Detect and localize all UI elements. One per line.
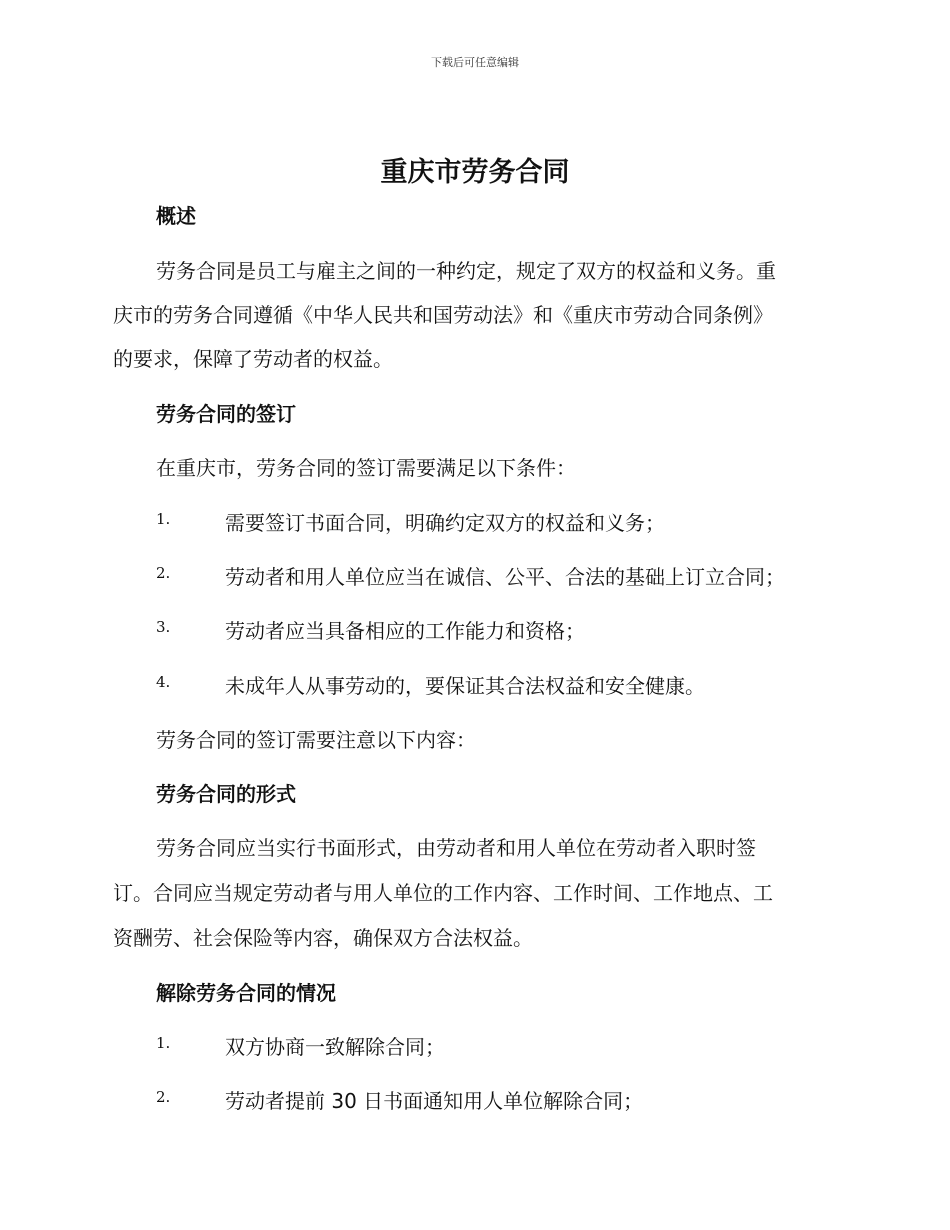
section-heading-signing: 劳务合同的签订 (156, 402, 296, 426)
page-header-note: 下载后可任意编辑 (431, 56, 519, 69)
overview-paragraph-line-2: 庆市的劳务合同遵循《中华人民共和国劳动法》和《重庆市劳动合同条例》 (113, 303, 773, 327)
signing-item-number: 3. (156, 618, 171, 636)
section-heading-overview: 概述 (156, 204, 196, 228)
termination-item-text: 双方协商一致解除合同； (225, 1035, 445, 1059)
document-title: 重庆市劳务合同 (380, 157, 570, 188)
signing-item-text: 劳动者应当具备相应的工作能力和资格； (225, 619, 585, 643)
signing-item-number: 4. (156, 673, 171, 691)
termination-item-text: 劳动者提前 30 日书面通知用人单位解除合同； (225, 1089, 644, 1113)
signing-item-number: 1. (156, 510, 171, 528)
signing-item-text: 需要签订书面合同，明确约定双方的权益和义务； (225, 511, 665, 535)
form-paragraph-line-3: 资酬劳、社会保险等内容，确保双方合法权益。 (113, 926, 533, 950)
signing-item-text: 未成年人从事劳动的，要保证其合法权益和安全健康。 (225, 674, 705, 698)
section-heading-termination: 解除劳务合同的情况 (156, 981, 336, 1005)
overview-paragraph-line-1: 劳务合同是员工与雇主之间的一种约定，规定了双方的权益和义务。重 (156, 259, 776, 283)
termination-item-number: 2. (156, 1088, 171, 1106)
section-heading-form: 劳务合同的形式 (156, 782, 296, 806)
termination-item-number: 1. (156, 1034, 171, 1052)
overview-paragraph-line-3: 的要求，保障了劳动者的权益。 (113, 347, 393, 371)
signing-outro: 劳务合同的签订需要注意以下内容： (156, 728, 476, 752)
signing-intro: 在重庆市，劳务合同的签订需要满足以下条件： (156, 456, 576, 480)
form-paragraph-line-2: 订。合同应当规定劳动者与用人单位的工作内容、工作时间、工作地点、工 (113, 881, 773, 905)
form-paragraph-line-1: 劳务合同应当实行书面形式，由劳动者和用人单位在劳动者入职时签 (156, 836, 756, 860)
signing-item-text: 劳动者和用人单位应当在诚信、公平、合法的基础上订立合同； (225, 565, 785, 589)
signing-item-number: 2. (156, 564, 171, 582)
